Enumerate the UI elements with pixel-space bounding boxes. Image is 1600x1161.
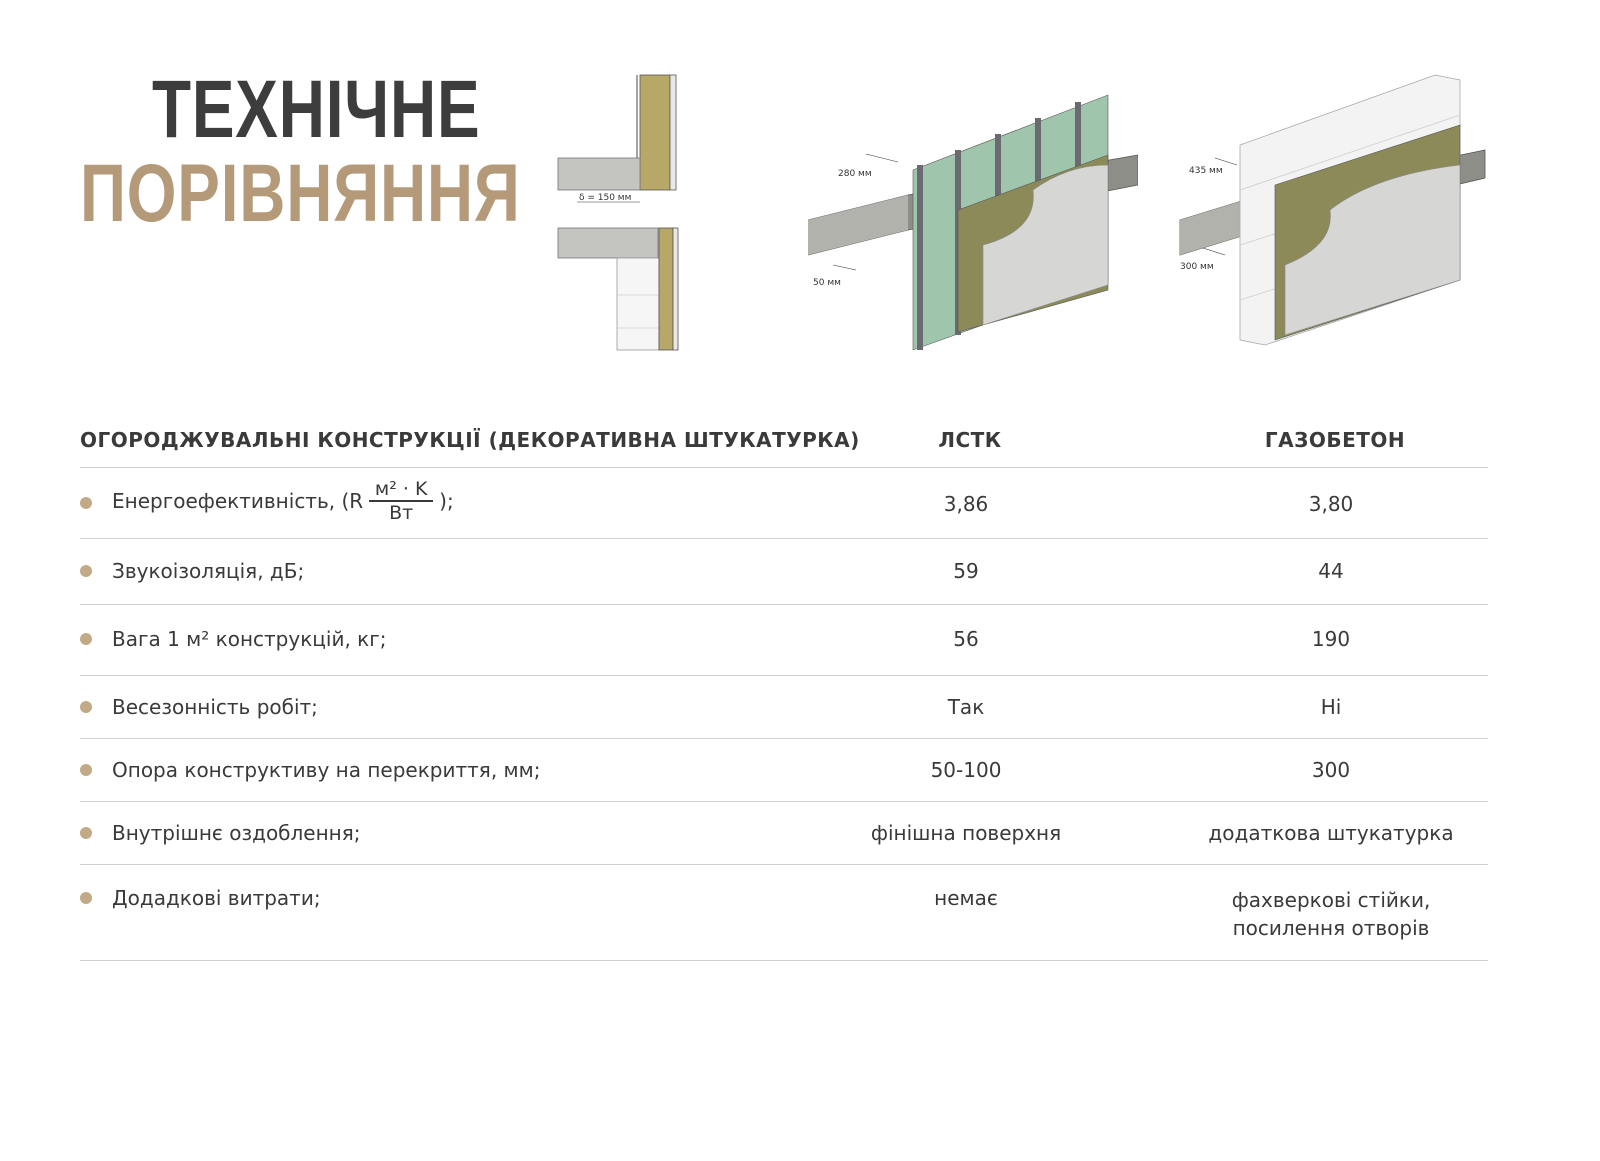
row-label: Звукоізоляція, дБ; [112,559,305,583]
dimension-300: 300 мм [1180,262,1214,272]
row-label: Опора конструктиву на перекриття, мм; [112,758,541,782]
title-line-1: ТЕХНІЧНЕ [152,64,481,155]
slab-lower [558,228,658,258]
wall-section-drawing [555,70,695,360]
bullet-icon [80,764,92,776]
row-label-energy [112,478,454,524]
comparison-table [80,412,1488,961]
fraction-numerator: м² · K [374,478,428,500]
table-row-energy: Енергоефективність, (R $\frac{\text{м² · K}}{Вт}$ ); 3,86 3,80 [80,468,1488,539]
cladding-upper [670,75,676,190]
bullet-icon [80,633,92,645]
unit-fraction [369,478,433,524]
block-wall [617,258,659,350]
energy-label-suffix: ); [439,488,454,513]
dimension-50: 50 мм [813,278,841,288]
aerated-concrete-wall-illustration [1175,70,1495,360]
title-line-2: ПОРІВНЯННЯ [80,148,521,239]
gap-dimension-label: δ = 150 мм [579,193,632,203]
table-row: Звукоізоляція, дБ; 59 44 [80,539,1488,605]
row-label: Внутрішнє оздоблення; [112,821,361,845]
bullet-icon [80,497,92,509]
table-row: Опора конструктиву на перекриття, мм; 50-100 300 [80,739,1488,802]
bullet-icon [80,827,92,839]
bullet-icon [80,892,92,904]
row-label: Вага 1 м² конструкцій, кг; [112,627,387,651]
table-row: Весезонність робіт; Так Ні [80,676,1488,739]
row-label: Додадкові витрати; [112,886,321,910]
slab-upper [558,158,640,190]
dimension-280: 280 мм [838,169,872,179]
dimension-435: 435 мм [1189,166,1223,176]
table-row: Вага 1 м² конструкцій, кг; 56 190 [80,605,1488,676]
cladding-lower [673,228,678,350]
header-construction: ОГОРОДЖУВАЛЬНІ КОНСТРУКЦІЇ (ДЕКОРАТИВНА ШТУКАТУРКА) [80,428,860,452]
header-aerated-label: ГАЗОБЕТОН [1264,428,1406,452]
insulation-lower [659,228,673,350]
table-row: Додадкові витрати; немає фахверкові стійки, посилення отворів [80,865,1488,961]
insulation-upper [640,75,670,190]
fraction-denominator: Вт [389,501,414,524]
lstk-wall-illustration [808,70,1138,360]
energy-label-prefix: Енергоефективність, (R [112,488,364,513]
table-header [80,412,1488,468]
bullet-icon [80,701,92,713]
bullet-icon [80,565,92,577]
header-lstk-label: ЛСТК [938,428,1002,452]
table-row: Внутрішнє оздоблення; фінішна поверхня додаткова штукатурка [80,802,1488,865]
row-label: Весезонність робіт; [112,695,318,719]
